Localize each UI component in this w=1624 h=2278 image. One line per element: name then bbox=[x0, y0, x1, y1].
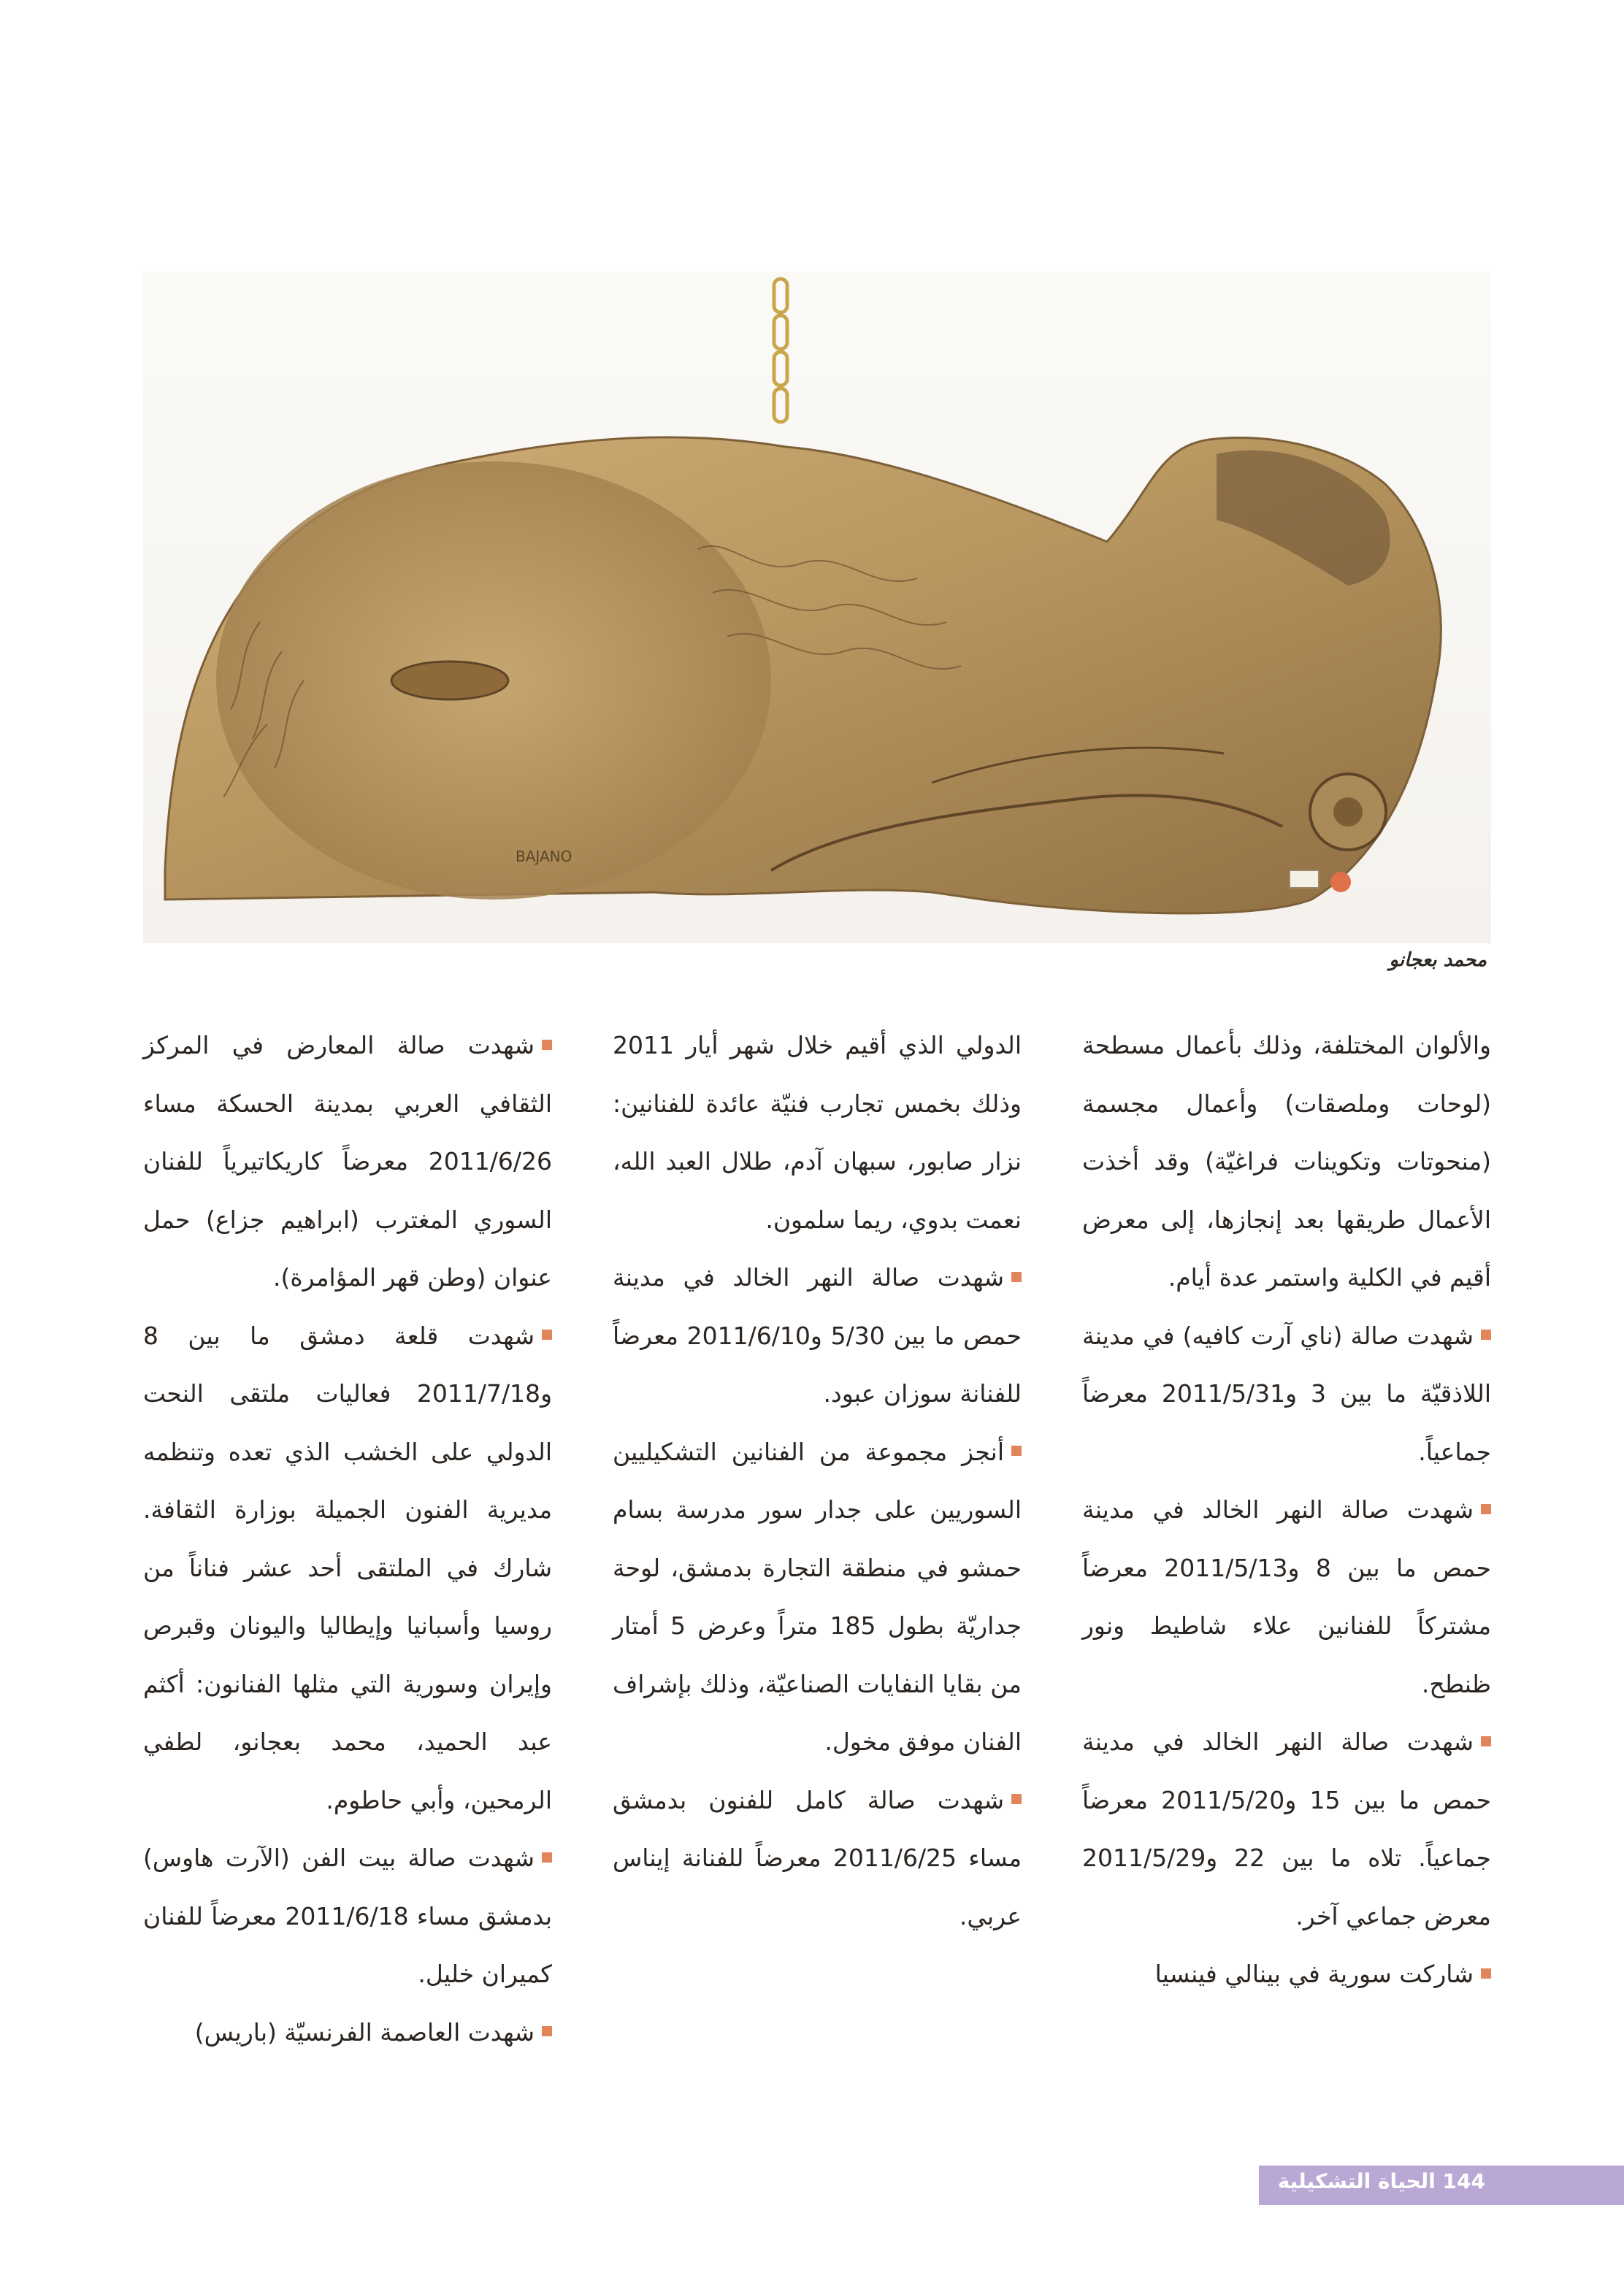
bullet-icon bbox=[1011, 1794, 1022, 1804]
news-item-text: شهدت صالة (ناي آرت كافيه) في مدينة اللاذقيّة ما بين 3 و2011/5/31 معرضاً جماعياً. bbox=[1082, 1321, 1491, 1466]
text-column-right bbox=[1082, 1016, 1491, 2003]
news-item-text: شهدت صالة بيت الفن (الآرت هاوس) بدمشق مساء 2011/6/18 معرضاً للفنان كميران خليل. bbox=[143, 1844, 552, 1988]
news-item-text: أنجز مجموعة من الفنانين التشكيليين السوريين على جدار سور مدرسة بسام حمشو في منطقة التجارة بدمشق، لوحة جداريّة بطول 185 متراً وعرض 5 أمتار من بقايا النفايات الصناعيّة، وذلك بإشراف الفنان موفق مخول. bbox=[613, 1437, 1022, 1756]
news-item-text: شهدت العاصمة الفرنسيّة (باريس) bbox=[194, 2017, 535, 2047]
paragraph-text: والألوان المختلفة، وذلك بأعمال مسطحة (لوحات وملصقات) وأعمال مجسمة (منحوتات وتكوينات فراغيّة) وقد أخذت الأعمال طريقها بعد إنجازها، إلى معرض أقيم في الكلية واستمر عدة أيام. bbox=[1082, 1031, 1491, 1292]
bullet-icon bbox=[1011, 1272, 1022, 1282]
text-column-left bbox=[143, 1016, 552, 2061]
news-item bbox=[1082, 1481, 1491, 1713]
photo-caption: محمد بعجانو bbox=[1389, 949, 1487, 971]
bullet-icon bbox=[1481, 1968, 1491, 1979]
wooden-whale-sculpture bbox=[143, 272, 1491, 943]
sculpture-photo bbox=[143, 272, 1491, 943]
bullet-icon bbox=[542, 1852, 552, 1863]
news-item bbox=[1082, 1945, 1491, 2003]
whale-eye bbox=[391, 661, 508, 699]
bullet-icon bbox=[542, 2026, 552, 2036]
paragraph bbox=[1082, 1016, 1491, 1307]
news-item bbox=[1082, 1713, 1491, 1945]
bullet-icon bbox=[542, 1330, 552, 1340]
news-item bbox=[613, 1423, 1022, 1771]
news-item bbox=[613, 1249, 1022, 1423]
news-item-text: شهدت صالة المعارض في المركز الثقافي العربي بمدينة الحسكة مساء 2011/6/26 معرضاً كاريكاتيرياً للفنان السوري المغترب (ابراهيم جزاع) حمل عنوان (وطن قهر المؤامرة). bbox=[143, 1031, 552, 1292]
bullet-icon bbox=[542, 1040, 552, 1050]
text-column-middle bbox=[613, 1016, 1022, 1945]
bullet-icon bbox=[1481, 1504, 1491, 1514]
bullet-icon bbox=[1011, 1446, 1022, 1456]
signature: BAJANO bbox=[516, 848, 572, 865]
news-item bbox=[143, 2003, 552, 2062]
news-item-text: شهدت قلعة دمشق ما بين 8 و2011/7/18 فعاليات ملتقى النحت الدولي على الخشب الذي تعده وتنظمه مديرية الفنون الجميلة بوزارة الثقافة. شارك في الملتقى أحد عشر فناناً من روسيا وأسبانيا وإيطاليا واليونان وقبرص وإيران وسورية التي مثلها الفنانون: أكثم عبد الحميد، محمد بعجانو، لطفي الرمحين، وأبي حاطوم. bbox=[143, 1321, 552, 1814]
news-item bbox=[143, 1829, 552, 2003]
news-item-text: شهدت صالة النهر الخالد في مدينة حمص ما بين 8 و2011/5/13 معرضاً مشتركاً للفنانين علاء شاطيط ونور ظنطح. bbox=[1082, 1495, 1492, 1698]
paragraph-text: الدولي الذي أقيم خلال شهر أيار 2011 وذلك بخمس تجارب فنيّة عائدة للفنانين: نزار صابور، سبهان آدم، طلال العبد الله، نعمت بدوي، ريما سلمون. bbox=[613, 1031, 1022, 1234]
orange-tag bbox=[1330, 872, 1351, 892]
news-item bbox=[143, 1016, 552, 1307]
bullet-icon bbox=[1481, 1736, 1491, 1746]
news-item-text: شهدت صالة النهر الخالد في مدينة حمص ما بين 5/30 و2011/6/10 معرضاً للفنانة سوزان عبود. bbox=[613, 1263, 1022, 1408]
news-item-text: شهدت صالة كامل للفنون بدمشق مساء 2011/6/25 معرضاً للفنانة إيناس عربي. bbox=[613, 1785, 1022, 1930]
page-number-label: 144 الحياة التشكيلية bbox=[1277, 2169, 1485, 2193]
news-item bbox=[1082, 1307, 1491, 1481]
paragraph bbox=[613, 1016, 1022, 1249]
news-item bbox=[613, 1771, 1022, 1946]
bullet-icon bbox=[1481, 1330, 1491, 1340]
news-item-text: شهدت صالة النهر الخالد في مدينة حمص ما بين 15 و2011/5/20 معرضاً جماعياً. تلاه ما بين 22 و2011/5/29 معرض جماعي آخر. bbox=[1082, 1727, 1491, 1930]
news-item bbox=[143, 1307, 552, 1830]
news-item-text: شاركت سورية في بينالي فينسيا bbox=[1154, 1960, 1474, 1988]
chain bbox=[774, 279, 787, 422]
